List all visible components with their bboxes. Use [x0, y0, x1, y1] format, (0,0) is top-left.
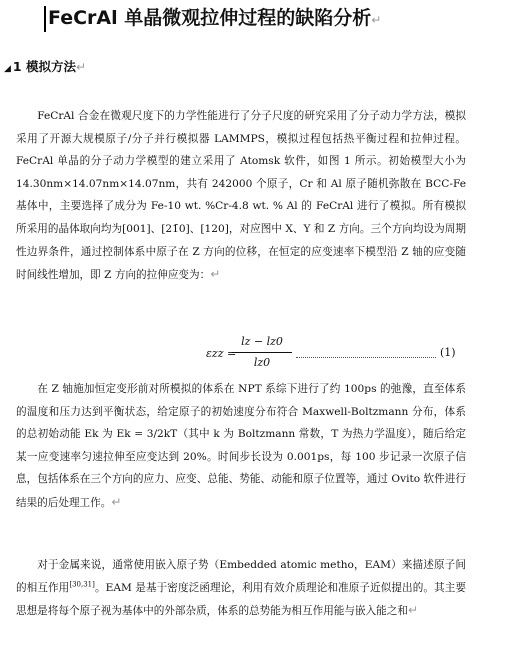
paragraph-mark-icon: ↵ [371, 13, 382, 27]
paragraph-relaxation[interactable] [16, 378, 466, 515]
equation-fraction [232, 333, 292, 372]
paragraph-3-text-pre: 对于金属来说，通常使用嵌入原子势（Embedded atomic metho，EAM）来描述原子间的相互作用 [16, 559, 466, 594]
text-cursor [44, 6, 46, 32]
document-title[interactable] [48, 4, 488, 34]
equation-denominator: lz0 [253, 356, 271, 369]
paragraph-mark-icon: ↵ [111, 494, 122, 509]
paragraph-mark-icon: ↵ [75, 60, 87, 74]
paragraph-mark-icon: ↵ [210, 267, 221, 282]
equation-numerator: lz − lz0 [241, 335, 283, 348]
equation-lhs: εzz = [206, 347, 237, 360]
equation-leader-dots [296, 347, 436, 358]
paragraph-3-text-post: 。EAM 是基于密度泛函理论，利用有效介质理论和准原子近似提出的。其主要思想是将每个原子视为基体中的外部杂质，体系的总势能为相互作用能与嵌入能之和 [16, 581, 466, 618]
paragraph-2-text: 在 Z 轴施加恒定变形前对所模拟的体系在 NPT 系综下进行了约 100ps 的弛豫，直至体系的温度和压力达到平衡状态，给定原子的初始速度分布符合 Maxwell-Boltzmann 分布，体系的总初始动能 Ek 为 Ek = 3/2kT（其中 k 为 Boltzmann 常数，T 为热力学温度），随后给定某一应变速率匀速拉伸至应变达到 20%。时间步长设为 0.001ps，每 100 步记录一次原子信息，包括体系在三个方向的应力、应变、总能、势能、动能和原子位置等，通过 Ovito 软件进行结果的后处理工作。 [16, 383, 466, 509]
paragraph-method-intro[interactable] [16, 105, 466, 287]
collapse-triangle-icon[interactable]: ◢ [4, 64, 11, 74]
paragraph-mark-icon: ↵ [407, 603, 419, 618]
strain-equation[interactable] [196, 331, 466, 377]
fraction-bar [232, 352, 292, 353]
paragraph-1-text: FeCrAl 合金在微观尺度下的力学性能进行了分子尺度的研究采用了分子动力学方法，模拟采用了开源大规模原子/分子并行模拟器 LAMMPS，模拟过程包括热平衡过程和拉伸过程。FeCrAl 单晶的分子动力学模型的建立采用了 Atomsk 软件，如图 1 所示。初始模型大小为 14.30nm×14.07nm×14.07nm，共有 242000 个原子，Cr 和 Al 原子随机弥散在 BCC-Fe 基体中，主要选择了成分为 Fe-10 wt. %Cr-4.8 wt. % Al 的 FeCrAl 进行了模拟。所有模拟所采用的晶体取向均为[001]、[21̄0]、[120]，对应图中 X、Y 和 Z 方向。三个方向均设为周期性边界条件，通过控制体系中原子在 Z 方向的位移，在恒定的应变速率下模型沿 Z 轴的应变随时间线性增加，即 Z 方向的拉伸应变为： [16, 110, 466, 282]
section-heading[interactable] [4, 58, 86, 78]
title-text: FeCrAl 单晶微观拉伸过程的缺陷分析 [48, 7, 372, 29]
heading-text: 1 模拟方法 [12, 59, 76, 74]
citation-ref[interactable]: [30,31] [69, 580, 95, 589]
equation-number: (1) [440, 346, 456, 359]
paragraph-eam[interactable] [16, 554, 466, 623]
